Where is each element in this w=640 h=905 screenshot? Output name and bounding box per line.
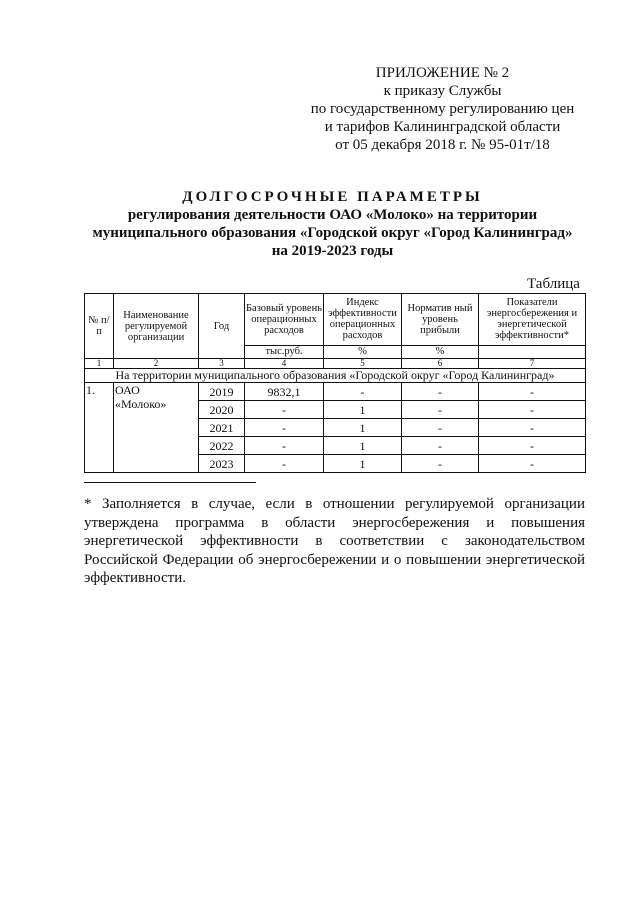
territory-row bbox=[85, 369, 586, 383]
footnote-divider bbox=[84, 482, 256, 483]
cell-profit: - bbox=[402, 437, 479, 455]
appendix-line: по государственному регулированию цен bbox=[310, 101, 575, 117]
title-main: ДОЛГОСРОЧНЫЕ ПАРАМЕТРЫ bbox=[182, 189, 483, 205]
appendix-line: ПРИЛОЖЕНИЕ № 2 bbox=[375, 65, 510, 81]
header-num: № п/п bbox=[85, 294, 114, 359]
cell-base: - bbox=[245, 401, 324, 419]
cell-base: - bbox=[245, 437, 324, 455]
title-line: на 2019-2023 годы bbox=[271, 243, 394, 259]
cell-profit: - bbox=[402, 401, 479, 419]
column-number: 1 bbox=[85, 359, 114, 369]
unit-profit-norm: % bbox=[402, 345, 479, 358]
unit-base-level: тыс.руб. bbox=[245, 345, 324, 358]
cell-year: 2022 bbox=[199, 437, 245, 455]
cell-index: 1 bbox=[324, 401, 402, 419]
header-energy: Показатели энергосбережения и энергетической эффективности* bbox=[479, 294, 586, 346]
header-base-level: Базовый уровень операционных расходов bbox=[245, 294, 324, 346]
column-number: 2 bbox=[114, 359, 199, 369]
header-row bbox=[85, 294, 586, 346]
cell-energy: - bbox=[479, 455, 586, 473]
cell-profit: - bbox=[402, 419, 479, 437]
cell-year: 2021 bbox=[199, 419, 245, 437]
cell-base: - bbox=[245, 455, 324, 473]
column-number: 7 bbox=[479, 359, 586, 369]
org-name-line: ОАО bbox=[115, 383, 140, 397]
territory-label: На территории муниципального образования «Городской округ «Город Калининград» bbox=[85, 369, 586, 383]
cell-year: 2020 bbox=[199, 401, 245, 419]
org-number: 1. bbox=[85, 383, 114, 473]
document-title bbox=[60, 188, 605, 260]
header-profit-norm: Норматив ный уровень прибыли bbox=[402, 294, 479, 346]
title-line: муниципального образования «Городской округ «Город Калининград» bbox=[92, 225, 573, 241]
cell-profit: - bbox=[402, 455, 479, 473]
unit-efficiency-index: % bbox=[324, 345, 402, 358]
cell-base: - bbox=[245, 419, 324, 437]
column-number: 3 bbox=[199, 359, 245, 369]
cell-energy: - bbox=[479, 437, 586, 455]
appendix-header bbox=[290, 64, 595, 154]
cell-energy: - bbox=[479, 401, 586, 419]
header-year: Год bbox=[199, 294, 245, 359]
header-efficiency-index: Индекс эффективности операционных расходов bbox=[324, 294, 402, 346]
header-org-name: Наименование регулируемой организации bbox=[114, 294, 199, 359]
column-numbers-row bbox=[85, 359, 586, 369]
cell-index: - bbox=[324, 383, 402, 401]
cell-year: 2019 bbox=[199, 383, 245, 401]
parameters-table bbox=[84, 293, 586, 473]
cell-year: 2023 bbox=[199, 455, 245, 473]
appendix-line: от 05 декабря 2018 г. № 95-01т/18 bbox=[335, 137, 550, 153]
column-number: 6 bbox=[402, 359, 479, 369]
column-number: 4 bbox=[245, 359, 324, 369]
cell-energy: - bbox=[479, 383, 586, 401]
cell-profit: - bbox=[402, 383, 479, 401]
cell-base: 9832,1 bbox=[245, 383, 324, 401]
title-line: регулирования деятельности ОАО «Молоко» на территории bbox=[127, 207, 538, 223]
cell-index: 1 bbox=[324, 437, 402, 455]
column-number: 5 bbox=[324, 359, 402, 369]
appendix-line: и тарифов Калининградской области bbox=[324, 119, 561, 135]
unit-energy bbox=[479, 345, 586, 358]
cell-index: 1 bbox=[324, 455, 402, 473]
footnote-text: * Заполняется в случае, если в отношении регулируемой организации утверждена программа в области энергосбережения и повышения энергетической эффективности в соответствии с законодательством Российской Федерации об энергосбережении и о повышении энергетической эффективности. bbox=[84, 496, 585, 586]
org-name bbox=[114, 383, 199, 473]
cell-index: 1 bbox=[324, 419, 402, 437]
appendix-line: к приказу Службы bbox=[383, 83, 502, 99]
table-caption: Таблица bbox=[527, 276, 580, 292]
cell-energy: - bbox=[479, 419, 586, 437]
org-name-line: «Молоко» bbox=[115, 397, 167, 411]
table-row bbox=[85, 383, 586, 401]
